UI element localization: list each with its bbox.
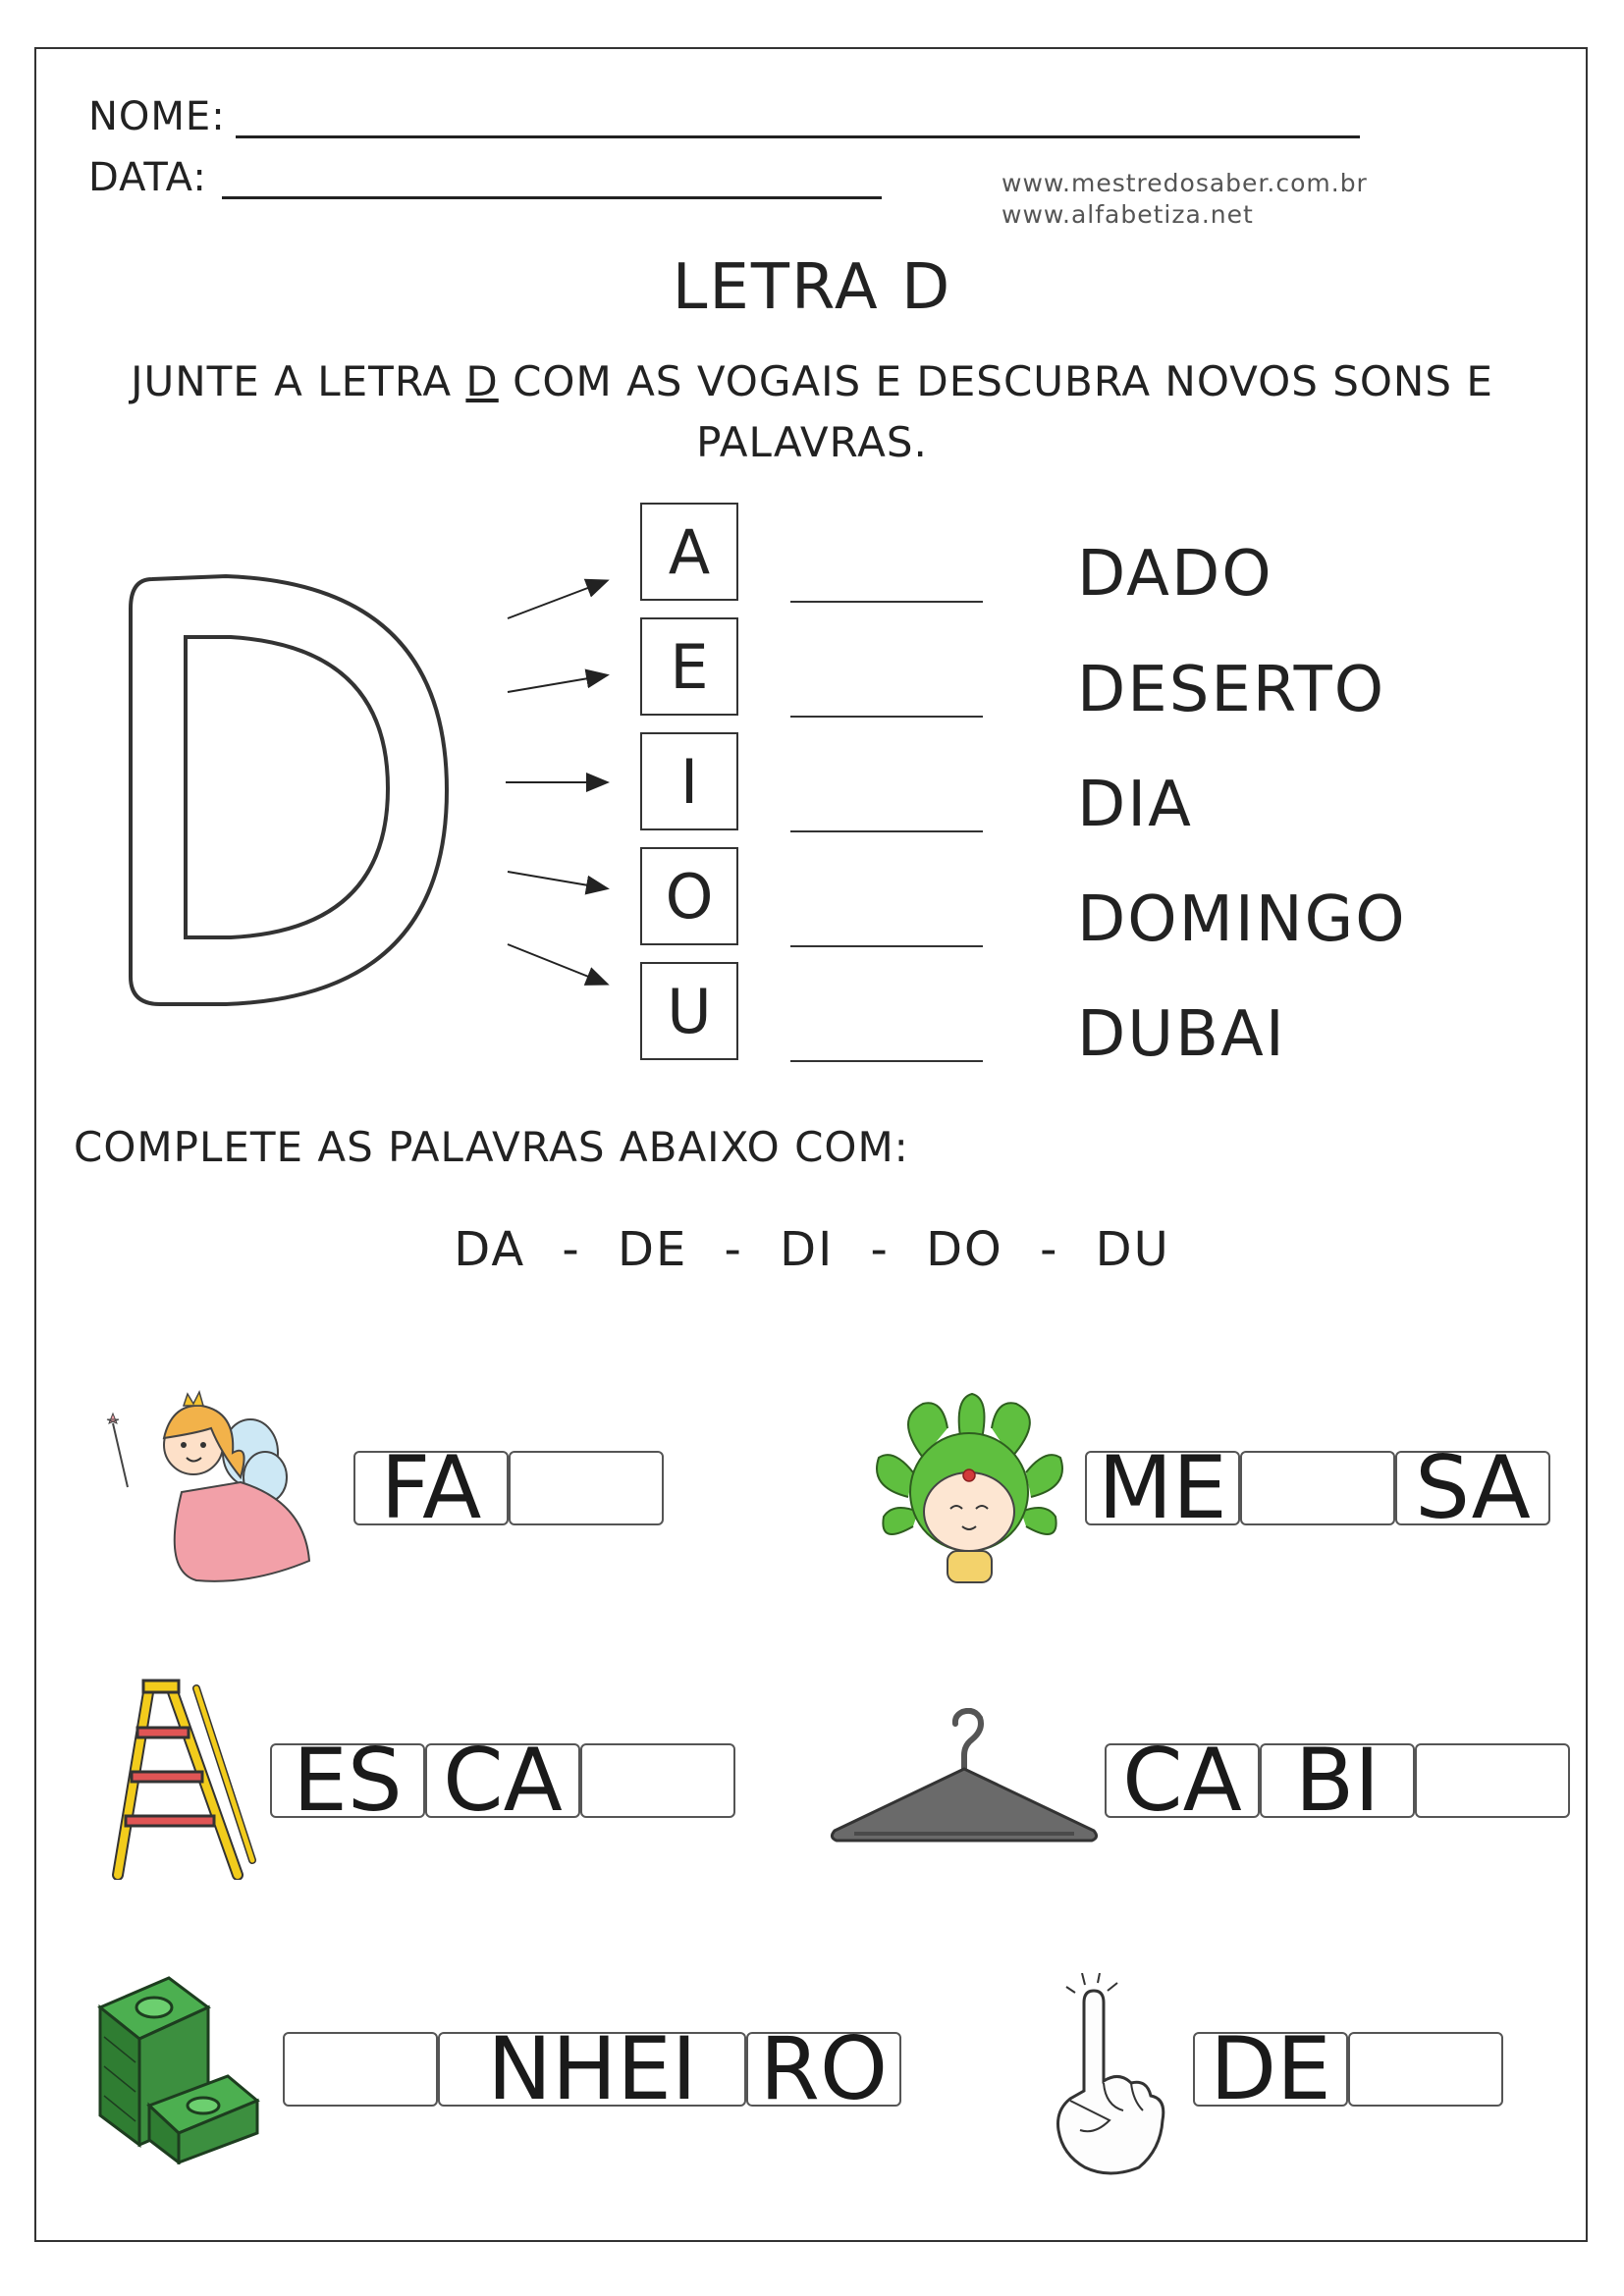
tile-medusa-sa: SA <box>1395 1451 1550 1525</box>
vowel-box-o: O <box>640 847 738 945</box>
date-label: DATA: <box>88 155 207 200</box>
word-domingo: DOMINGO <box>1077 883 1407 956</box>
website-1: www.mestredosaber.com.br <box>1001 169 1368 197</box>
instruction-1-line2: PALAVRAS. <box>696 418 928 466</box>
fairy-icon <box>103 1384 319 1590</box>
website-2: www.alfabetiza.net <box>1001 200 1254 229</box>
money-icon <box>90 1968 262 2164</box>
answer-line-a[interactable] <box>790 601 983 603</box>
tile-dinheiro-blank[interactable] <box>283 2032 438 2107</box>
vowel-box-i: I <box>640 732 738 830</box>
tile-dedo-blank[interactable] <box>1348 2032 1503 2107</box>
tile-cabide-ca: CA <box>1105 1743 1260 1818</box>
arrow-a <box>508 581 606 618</box>
arrows-group <box>496 560 623 991</box>
arrow-u <box>508 944 606 984</box>
big-letter-d-outline <box>123 564 457 1016</box>
answer-line-o[interactable] <box>790 945 983 947</box>
tile-dinheiro-ro: RO <box>746 2032 901 2107</box>
arrow-e <box>508 675 606 692</box>
tile-medusa-blank[interactable] <box>1240 1451 1395 1525</box>
answer-line-i[interactable] <box>790 830 983 832</box>
answer-line-e[interactable] <box>790 716 983 718</box>
instruction-1-text-b: COM AS VOGAIS E DESCUBRA NOVOS SONS E <box>498 357 1493 405</box>
hanger-icon <box>825 1708 1105 1855</box>
vowel-box-u: U <box>640 962 738 1060</box>
vowel-box-a: A <box>640 503 738 601</box>
tile-cabide-bi: BI <box>1260 1743 1415 1818</box>
word-dia: DIA <box>1077 769 1193 841</box>
word-dado: DADO <box>1077 538 1273 611</box>
date-field[interactable] <box>222 196 882 199</box>
instruction-1-letter: D <box>465 357 499 405</box>
medusa-icon <box>864 1389 1075 1590</box>
finger-icon <box>1041 1973 1173 2179</box>
tile-escada-es: ES <box>270 1743 425 1818</box>
tile-medusa-me: ME <box>1085 1451 1240 1525</box>
word-dubai: DUBAI <box>1077 998 1286 1071</box>
tile-cabide-blank[interactable] <box>1415 1743 1570 1818</box>
name-label: NOME: <box>88 94 226 139</box>
instruction-2: COMPLETE AS PALAVRAS ABAIXO COM: <box>74 1123 909 1171</box>
page-title: LETRA D <box>672 251 952 324</box>
vowel-box-e: E <box>640 617 738 716</box>
instruction-1 <box>39 351 1585 473</box>
word-deserto: DESERTO <box>1077 654 1386 726</box>
ladder-icon <box>110 1679 257 1880</box>
tile-fada-fa: FA <box>353 1451 509 1525</box>
syllable-list: DA - DE - DI - DO - DU <box>454 1222 1170 1277</box>
tile-dinheiro-nhei: NHEI <box>438 2032 746 2107</box>
arrow-o <box>508 872 606 888</box>
name-field[interactable] <box>236 135 1360 138</box>
tile-escada-ca: CA <box>425 1743 580 1818</box>
answer-line-u[interactable] <box>790 1060 983 1062</box>
tile-escada-blank[interactable] <box>580 1743 735 1818</box>
tile-fada-blank[interactable] <box>509 1451 664 1525</box>
instruction-1-text-a: JUNTE A LETRA <box>131 357 466 405</box>
tile-dedo-de: DE <box>1193 2032 1348 2107</box>
